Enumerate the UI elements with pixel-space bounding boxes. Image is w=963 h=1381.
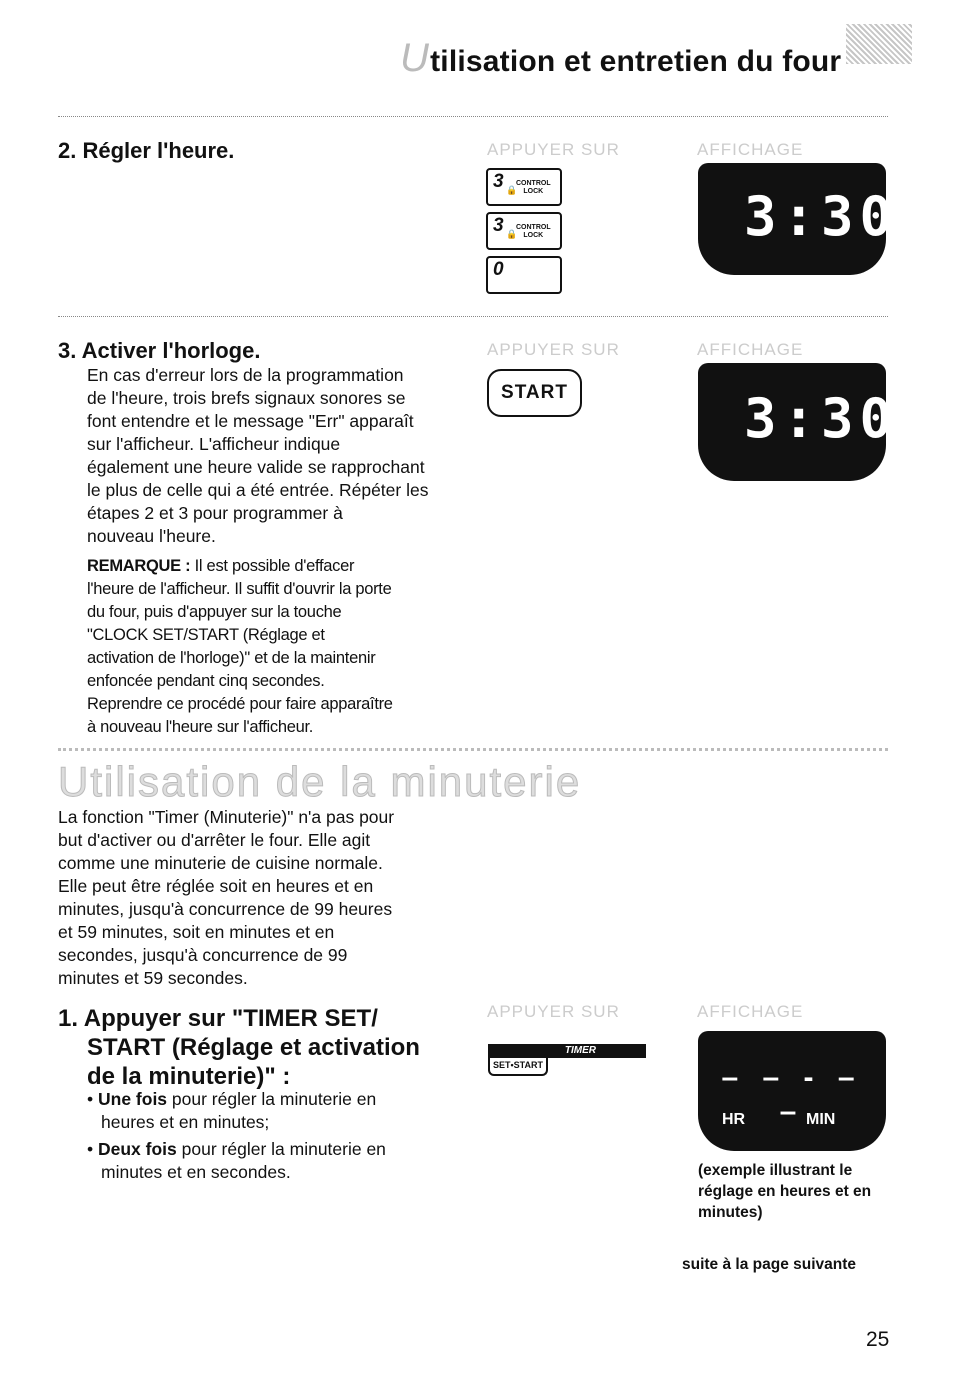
note-text: Il est possible d'effacer (190, 557, 355, 575)
note-label: REMARQUE : (87, 557, 191, 575)
page-number: 25 (866, 1328, 890, 1351)
divider (58, 316, 888, 317)
bullet-item: • Une fois pour régler la minuterie en (87, 1089, 377, 1109)
text-line (87, 555, 487, 578)
text-line: En cas d'erreur lors de la programmation (87, 365, 404, 385)
bullet-bold: Une fois (98, 1089, 168, 1109)
press-column-heading: APPUYER SUR (487, 340, 620, 359)
text-line: de l'heure, trois brefs signaux sonores se (87, 388, 406, 408)
text-line: étapes 2 et 3 pour programmer à (87, 503, 343, 523)
key-label: LOCK (523, 232, 544, 239)
start-button[interactable]: START (487, 369, 582, 417)
set-start-label: SET•START (488, 1058, 548, 1076)
display-digits: 3:30 (744, 387, 899, 450)
key-number: 0 (493, 259, 504, 280)
text-line: également une heure valide se rapprochant (87, 457, 425, 477)
text-line: activation de l'horloge)" et de la maintenir (87, 649, 376, 667)
caption-line: (exemple illustrant le (698, 1162, 853, 1179)
step1-title (58, 1004, 420, 1091)
text-line: font entendre et le message "Err" apparaît (87, 411, 414, 431)
key-number: 3 (493, 171, 504, 192)
key-3-control-lock[interactable] (486, 212, 562, 250)
text-line: Reprendre ce procédé pour faire apparaître (87, 695, 393, 713)
text-line: à nouveau l'heure sur l'afficheur. (87, 718, 314, 736)
display-digits: 3:30 (744, 185, 899, 248)
bullet-text: minutes et en secondes. (101, 1162, 291, 1182)
title-line: 1. Appuyer sur "TIMER SET/ (58, 1005, 378, 1032)
text-line: "CLOCK SET/START (Réglage et (87, 626, 325, 644)
key-number: 3 (493, 215, 504, 236)
text-line: minutes et 59 secondes. (58, 968, 248, 988)
header-decoration (846, 24, 912, 64)
bullet-bold: Deux fois (98, 1139, 177, 1159)
caption-line: réglage en heures et en (698, 1183, 872, 1200)
text-line: La fonction "Timer (Minuterie)" n'a pas pour (58, 807, 395, 827)
bullet-text: pour régler la minuterie en (176, 1139, 386, 1159)
display-column-heading: AFFICHAGE (697, 340, 804, 359)
caption-line: minutes) (698, 1204, 763, 1221)
display-min-label: MIN (806, 1111, 836, 1128)
lock-icon: 🔒 (506, 185, 518, 195)
key-label: CONTROL (516, 224, 551, 231)
text-line: le plus de celle qui a été entrée. Répéter les (87, 480, 429, 500)
step3-paragraph (87, 364, 487, 548)
text-line: nouveau l'heure. (87, 526, 216, 546)
section-intro (58, 806, 478, 990)
display-hr-label: HR (722, 1111, 746, 1128)
text-line: du four, puis d'appuyer sur la touche (87, 603, 342, 621)
key-label: LOCK (523, 188, 544, 195)
text-line: l'heure de l'afficheur. Il suffit d'ouvrir la porte (87, 580, 392, 598)
text-line: enfoncée pendant cinq secondes. (87, 672, 325, 690)
header-title-text: tilisation et entretien du four (430, 45, 842, 78)
text-line: sur l'afficheur. L'afficheur indique (87, 434, 341, 454)
oven-display (698, 163, 899, 275)
text-line: minutes, jusqu'à concurrence de 99 heures (58, 899, 393, 919)
continued-note: suite à la page suivante (682, 1256, 857, 1273)
lock-icon: 🔒 (506, 229, 518, 239)
page-header-title (400, 36, 841, 81)
bullet-text: pour régler la minuterie en (167, 1089, 377, 1109)
header-initial: U (400, 36, 430, 80)
key-label: CONTROL (516, 180, 551, 187)
divider (58, 748, 888, 751)
display-dashes: – – ‑ – – (721, 1061, 863, 1128)
display-caption (698, 1160, 918, 1223)
press-column-heading: APPUYER SUR (487, 140, 620, 159)
display-column-heading: AFFICHAGE (697, 1002, 804, 1021)
timer-set-start-button[interactable] (488, 1040, 646, 1076)
press-column-heading: APPUYER SUR (487, 1002, 620, 1021)
section-heading: Utilisation de la minuterie (58, 758, 582, 805)
text-line: comme une minuterie de cuisine normale. (58, 853, 383, 873)
text-line: Elle peut être réglée soit en heures et en (58, 876, 374, 896)
key-0[interactable] (486, 256, 562, 294)
oven-display (698, 1031, 886, 1151)
oven-display (698, 363, 899, 481)
step3-note (87, 555, 487, 739)
step3-title: 3. Activer l'horloge. (58, 338, 261, 363)
step1-bullets (87, 1088, 467, 1184)
bullet-text: heures et en minutes; (101, 1112, 270, 1132)
title-line: START (Réglage et activation (87, 1034, 420, 1061)
timer-label-bar: TIMER (488, 1044, 646, 1058)
text-line: secondes, jusqu'à concurrence de 99 (58, 945, 348, 965)
title-line: de la minuterie)" : (87, 1063, 291, 1090)
key-3-control-lock[interactable] (486, 168, 562, 206)
bullet-item: • Deux fois pour régler la minuterie en (87, 1139, 386, 1159)
step2-title: 2. Régler l'heure. (58, 138, 235, 163)
text-line: but d'activer ou d'arrêter le four. Elle agit (58, 830, 371, 850)
text-line: et 59 minutes, soit en minutes et en (58, 922, 335, 942)
display-column-heading: AFFICHAGE (697, 140, 804, 159)
divider (58, 116, 888, 117)
